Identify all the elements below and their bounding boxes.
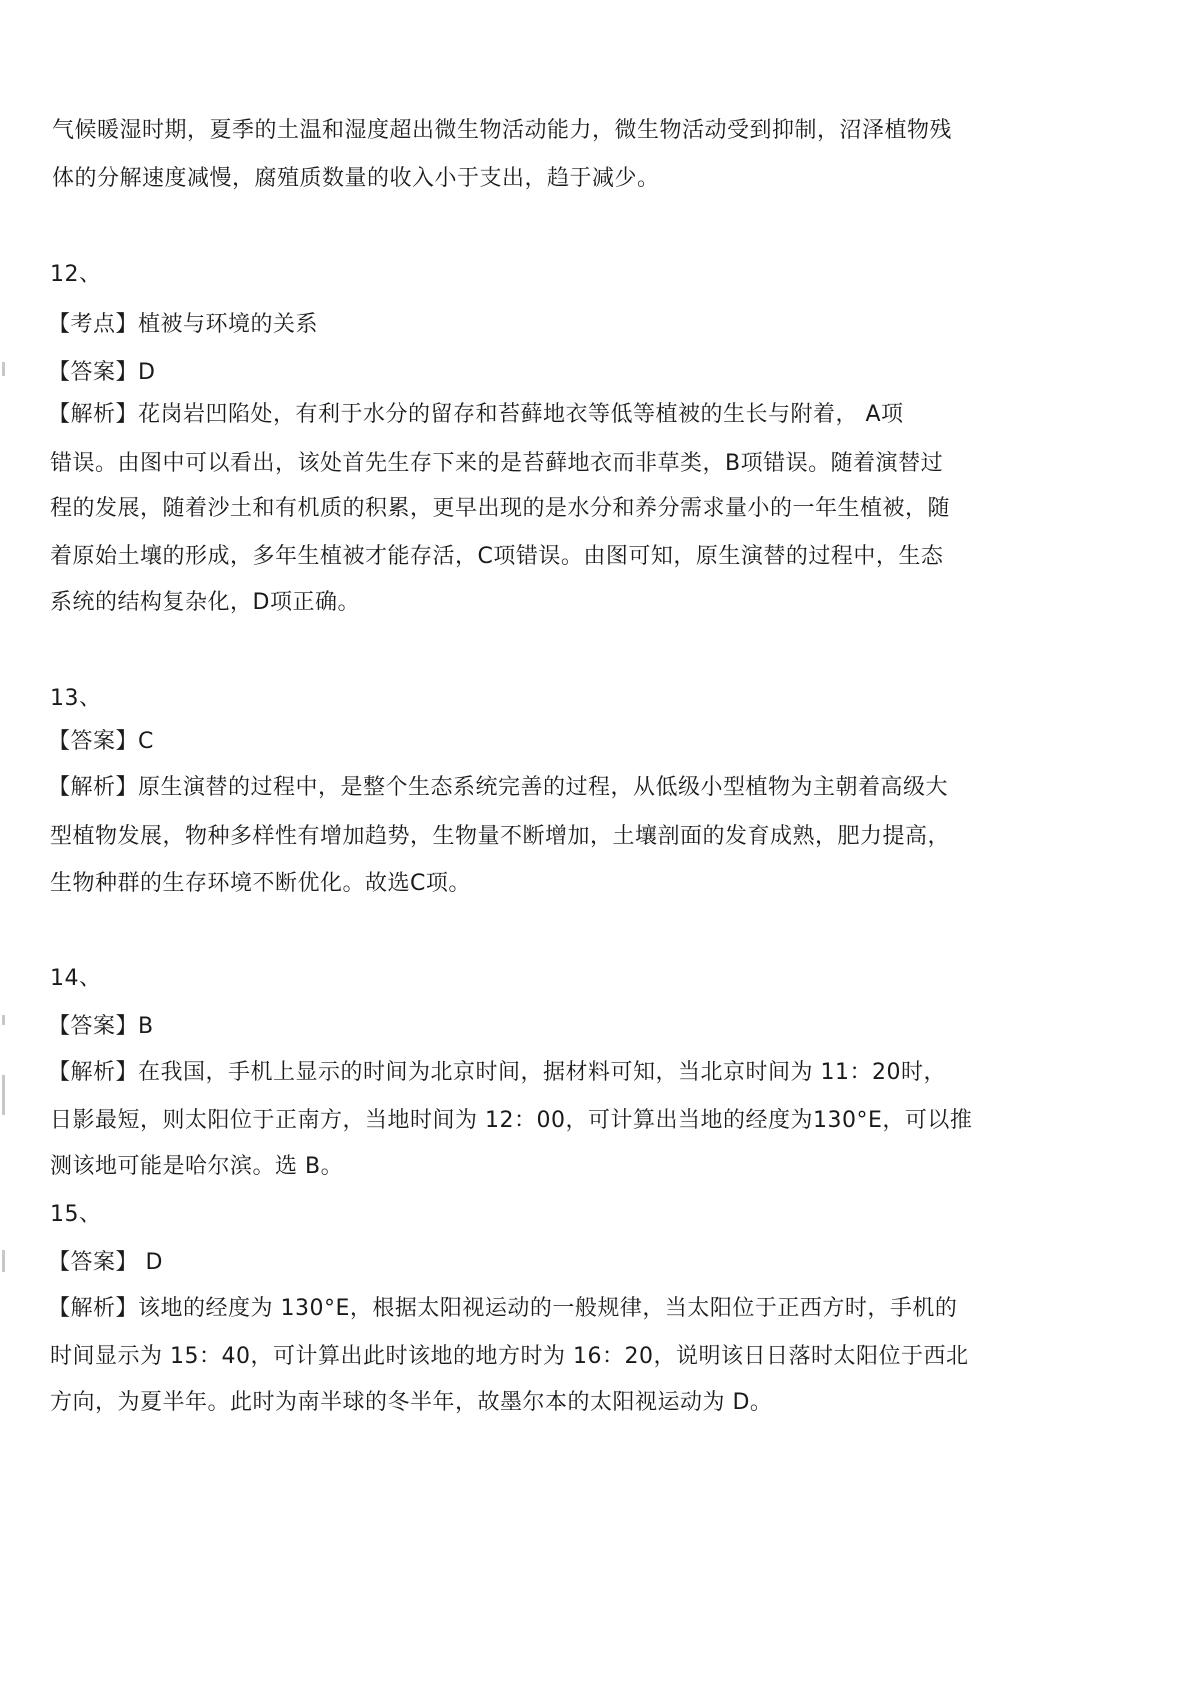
kaodian: 【考点】植被与环境的关系 <box>48 312 319 337</box>
analysis-line: 错误。由图中可以看出，该处首先生存下来的是苔藓地衣而非草类，B项错误。随着演替过 <box>50 451 944 476</box>
analysis-line: 【解析】在我国，手机上显示的时间为北京时间，据材料可知，当北京时间为 11：20时， <box>48 1060 946 1085</box>
analysis-line: 程的发展，随着沙土和有机质的积累，更早出现的是水分和养分需求量小的一年生植被，随 <box>50 496 951 521</box>
question-number: 12、 <box>50 262 102 287</box>
answer: 【答案】B <box>48 1014 154 1039</box>
intro-line: 气候暖湿时期，夏季的土温和湿度超出微生物活动能力，微生物活动受到抑制，沼泽植物残 <box>52 118 953 143</box>
scan-artifact <box>2 362 5 376</box>
answer: 【答案】 D <box>48 1250 163 1275</box>
question-number: 13、 <box>50 686 102 711</box>
answer: 【答案】C <box>48 729 154 754</box>
scan-artifact <box>2 1075 5 1115</box>
analysis-line: 系统的结构复杂化，D项正确。 <box>50 590 360 615</box>
analysis-line: 日影最短，则太阳位于正南方，当地时间为 12：00，可计算出当地的经度为130°E，可以推 <box>50 1108 973 1133</box>
analysis-line: 型植物发展，物种多样性有增加趋势，生物量不断增加，土壤剖面的发育成熟，肥力提高， <box>50 824 951 849</box>
question-number: 15、 <box>50 1202 102 1227</box>
analysis-line: 生物种群的生存环境不断优化。故选C项。 <box>50 871 471 896</box>
analysis-line: 【解析】原生演替的过程中，是整个生态系统完善的过程，从低级小型植物为主朝着高级大 <box>48 775 949 800</box>
scan-artifact <box>2 1250 5 1272</box>
question-number: 14、 <box>50 966 102 991</box>
scan-artifact <box>2 1015 5 1025</box>
analysis-line: 测该地可能是哈尔滨。选 B。 <box>50 1154 344 1179</box>
answer: 【答案】D <box>48 360 156 385</box>
intro-line: 体的分解速度减慢，腐殖质数量的收入小于支出，趋于减少。 <box>52 166 660 191</box>
analysis-line: 方向，为夏半年。此时为南半球的冬半年，故墨尔本的太阳视运动为 D。 <box>50 1390 773 1415</box>
analysis-line: 【解析】花岗岩凹陷处，有利于水分的留存和苔藓地衣等低等植被的生长与附着， A项 <box>48 402 904 427</box>
analysis-line: 时间显示为 15：40，可计算出此时该地的地方时为 16：20，说明该日日落时太阳位于西北 <box>50 1344 969 1369</box>
analysis-line: 着原始土壤的形成，多年生植被才能存活，C项错误。由图可知，原生演替的过程中，生态 <box>50 544 944 569</box>
analysis-line: 【解析】该地的经度为 130°E，根据太阳视运动的一般规律，当太阳位于正西方时，手机的 <box>48 1296 958 1321</box>
